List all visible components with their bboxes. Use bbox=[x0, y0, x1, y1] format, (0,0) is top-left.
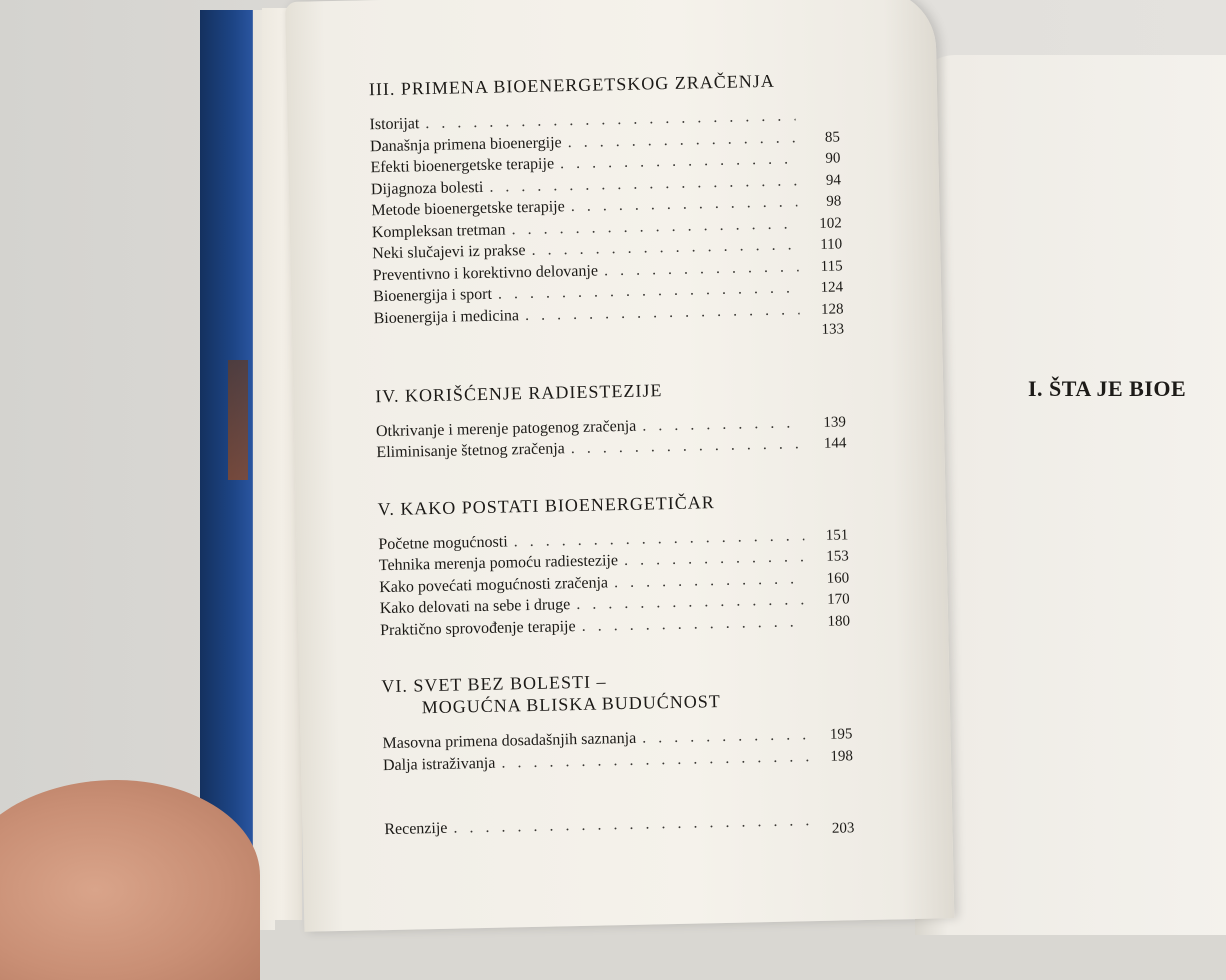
entry-label: Otkrivanje i merenje patogenog zračenja bbox=[375, 417, 637, 440]
toc-section-end bbox=[384, 800, 855, 850]
section-title: III. PRIMENA BIOENERGETSKOG ZRAČENJA bbox=[368, 70, 775, 100]
entry-page: 98 bbox=[826, 193, 842, 210]
entry-page: 90 bbox=[825, 150, 841, 167]
entry-page: 153 bbox=[826, 548, 849, 565]
section-title: IV. KORIŠĆENJE RADIESTEZIJE bbox=[375, 379, 663, 406]
entry-label: Bioenergija i medicina bbox=[373, 306, 520, 327]
entry-page: 151 bbox=[825, 526, 849, 544]
entry-label: Preventivno i korektivno delovanje bbox=[372, 262, 599, 284]
section-title-line1: VI. SVET BEZ BOLESTI – bbox=[381, 671, 607, 697]
toc-section-iii bbox=[369, 68, 845, 350]
toc-section-iv bbox=[375, 375, 847, 464]
entry-label: Početne mogućnosti bbox=[378, 532, 508, 553]
entry-label: Kompleksan tretman bbox=[371, 220, 506, 241]
section-title-line2: MOGUĆNA BLISKA BUDUĆNOST bbox=[421, 691, 721, 718]
entry-page: 133 bbox=[821, 321, 845, 338]
entry-label: Neki slučajevi iz prakse bbox=[372, 242, 526, 263]
hand bbox=[0, 780, 260, 980]
entry-page: 203 bbox=[831, 820, 855, 837]
entry-page: 85 bbox=[824, 128, 841, 146]
entry-page bbox=[802, 119, 840, 120]
entry-page: 139 bbox=[823, 413, 847, 431]
entry-label: Recenzije bbox=[384, 819, 448, 839]
table-of-contents bbox=[369, 68, 856, 884]
entry-label: Istorijat bbox=[369, 115, 420, 134]
toc-section-v bbox=[377, 488, 850, 641]
entry-page: 115 bbox=[820, 257, 843, 275]
entry-label: Bioenergija i sport bbox=[373, 285, 493, 306]
entry-page: 180 bbox=[827, 612, 851, 630]
right-page bbox=[915, 55, 1226, 935]
entry-page: 124 bbox=[820, 279, 844, 296]
entry-page: 144 bbox=[823, 435, 847, 452]
cover-accent bbox=[228, 360, 248, 480]
toc-section-vi bbox=[381, 665, 853, 776]
toc-page bbox=[285, 0, 954, 932]
entry-label: Praktično sprovođenje terapije bbox=[379, 617, 576, 639]
entry-label: Efekti bioenergetske terapije bbox=[370, 155, 555, 177]
entry-label: Dijagnoza bolesti bbox=[370, 178, 484, 198]
entry-label: Tehnika merenja pomoću radiestezije bbox=[378, 552, 619, 575]
entry-page: 195 bbox=[829, 726, 853, 743]
entry-label: Dalja istraživanja bbox=[382, 754, 496, 774]
entry-label: Eliminisanje štetnog zračenja bbox=[376, 440, 565, 462]
entry-page: 198 bbox=[830, 747, 854, 765]
entry-label: Današnja primena bioenergije bbox=[369, 133, 562, 155]
entry-page: 110 bbox=[820, 236, 843, 253]
section-title: V. KAKO POSTATI BIOENERGETIČAR bbox=[377, 491, 716, 519]
entry-page: 102 bbox=[819, 214, 842, 232]
entry-page: 128 bbox=[820, 300, 844, 318]
entry-page: 94 bbox=[825, 171, 842, 189]
entry-label: Kako delovati na sebe i druge bbox=[379, 596, 571, 618]
right-page-chapter-heading: I. ŠTA JE BIOE bbox=[1028, 376, 1187, 401]
entry-label: Kako povećati mogućnosti zračenja bbox=[379, 573, 609, 596]
entry-label: Metode bioenergetske terapije bbox=[371, 198, 565, 220]
section-title bbox=[381, 665, 852, 719]
entry-label: Masovna primena dosadašnjih saznanja bbox=[382, 729, 637, 753]
toc-entry bbox=[384, 800, 855, 850]
entry-page: 160 bbox=[826, 569, 850, 587]
entry-page: 170 bbox=[826, 591, 850, 608]
